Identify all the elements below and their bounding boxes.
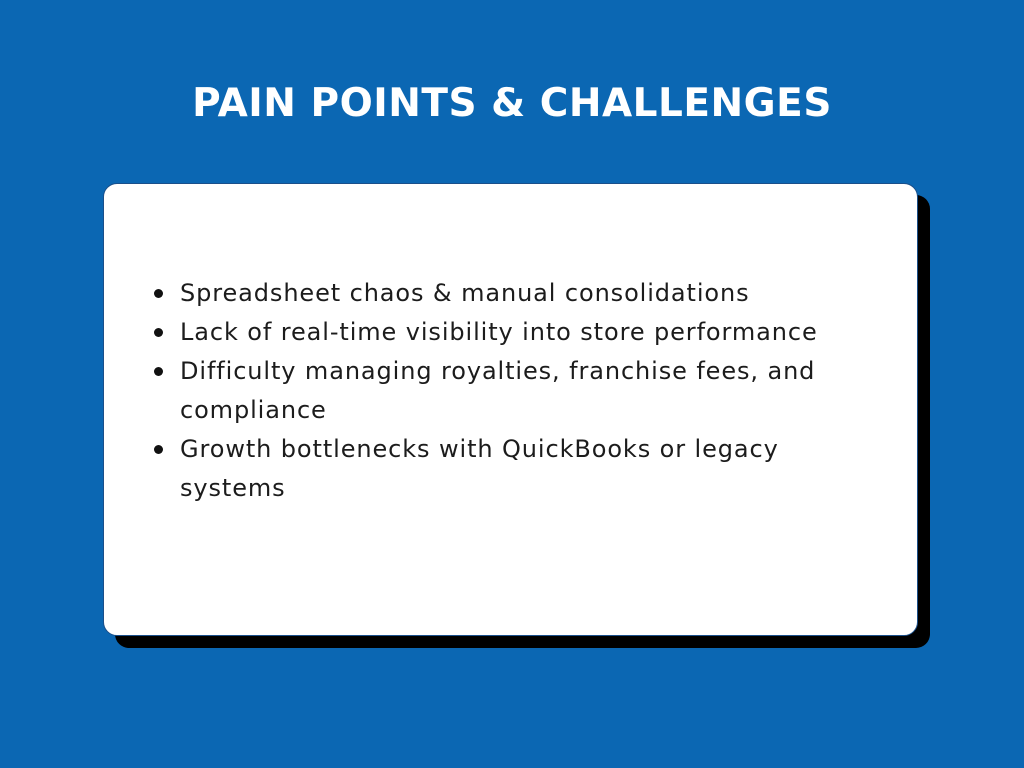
bullet-dot-icon — [154, 445, 163, 454]
bullet-dot-icon — [154, 367, 163, 376]
list-item — [180, 274, 892, 313]
bullet-dot-icon — [154, 289, 163, 298]
page-title: PAIN POINTS & CHALLENGES — [192, 81, 832, 126]
list-item-text: Difficulty managing royalties, franchise fees, and compliance — [180, 357, 816, 424]
bullet-dot-icon — [154, 328, 163, 337]
list-item — [180, 352, 892, 430]
list-item-text: Growth bottlenecks with QuickBooks or legacy systems — [180, 435, 779, 502]
list-item-text: Spreadsheet chaos & manual consolidations — [180, 279, 750, 307]
list-item-text: Lack of real-time visibility into store performance — [180, 318, 818, 346]
list-item — [180, 430, 892, 508]
bullet-list — [180, 274, 892, 508]
list-item — [180, 313, 892, 352]
